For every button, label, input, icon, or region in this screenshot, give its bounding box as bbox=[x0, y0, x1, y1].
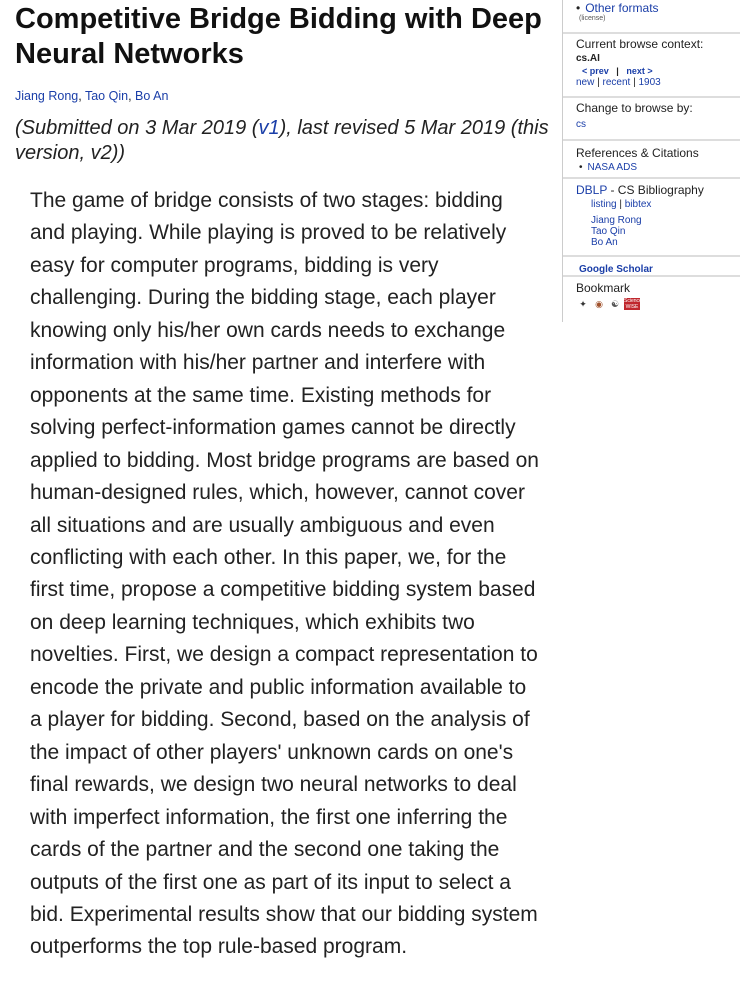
formats-section bbox=[563, 0, 740, 34]
scholar-section bbox=[563, 257, 740, 277]
mendeley-icon[interactable]: ◉ bbox=[595, 299, 603, 309]
paper-title: Competitive Bridge Bidding with Deep Neural Networks bbox=[15, 3, 542, 70]
dblp-author-1[interactable]: Jiang Rong bbox=[591, 215, 642, 226]
dblp-label: - CS Bibliography bbox=[607, 183, 704, 197]
bookmark-icons bbox=[576, 298, 740, 310]
references-label: References & Citations bbox=[576, 146, 699, 160]
nasa-ads-link[interactable]: NASA ADS bbox=[587, 162, 637, 173]
bibsonomy-icon[interactable]: ✦ bbox=[579, 299, 587, 309]
dateline-suffix: ), last revised 5 Mar 2019 (this version, v2)) bbox=[15, 117, 549, 164]
browse-context-label: Current browse context: bbox=[576, 37, 704, 51]
other-formats-link[interactable]: Other formats bbox=[585, 1, 659, 15]
dblp-listing-link[interactable]: listing bbox=[591, 199, 617, 210]
bookmark-label: Bookmark bbox=[576, 281, 631, 295]
dblp-author-2[interactable]: Tao Qin bbox=[591, 226, 626, 237]
sciencewise-icon[interactable]: Science WISE bbox=[624, 298, 642, 310]
dblp-section: DBLP - CS Bibliography listing | bibtex Jiang Rong Tao Qin Bo An bbox=[563, 179, 740, 257]
submission-dateline bbox=[15, 116, 555, 166]
references-section bbox=[563, 141, 740, 179]
dateline-prefix: (Submitted on 3 Mar 2019 ( bbox=[15, 117, 259, 139]
prev-link[interactable]: < prev bbox=[582, 66, 609, 76]
recent-link[interactable]: recent bbox=[602, 77, 631, 88]
browse-context-value: cs.AI bbox=[576, 53, 600, 64]
license-link[interactable]: (license) bbox=[579, 15, 606, 22]
nav-separator: | bbox=[616, 66, 619, 76]
reddit-icon[interactable]: ☯ bbox=[610, 299, 620, 309]
google-scholar-link[interactable]: Google Scholar bbox=[579, 264, 653, 275]
dblp-link[interactable]: DBLP bbox=[576, 183, 608, 197]
new-link[interactable]: new bbox=[576, 77, 595, 88]
change-browse-section bbox=[563, 98, 740, 141]
author-link-3[interactable]: Bo An bbox=[135, 89, 169, 103]
author-list: Jiang Rong, Tao Qin, Bo An bbox=[15, 89, 169, 103]
dblp-author-3[interactable]: Bo An bbox=[591, 237, 618, 248]
sidebar bbox=[562, 0, 740, 322]
author-link-1[interactable]: Jiang Rong bbox=[15, 89, 79, 103]
cs-browse-link[interactable]: cs bbox=[576, 119, 586, 130]
version-v1-link[interactable]: v1 bbox=[258, 117, 280, 139]
browse-context-section: Current browse context: cs.AI < prev | next > new | recent | 1903 bbox=[563, 34, 740, 98]
abstract-text: The game of bridge consists of two stages: bidding and playing. While playing is proved to be relatively easy for computer programs, bidding is very challenging. During the bidding stage, each player knowing only his/her own cards needs to exchange information with his/her partner and interfere with opponents at the same time. Existing methods for solving perfect-information games cannot be directly applied to bidding. Most bridge programs are based on human-designed rules, which, however, cannot cover all situations and are usually ambiguous and even conflicting with each other. In this paper, we, for the first time, propose a competitive bidding system based on deep learning techniques, which exhibits two novelties. First, we design a compact representation to encode the private and public information available to a player for bidding. Second, based on the analysis of the impact of other players' unknown cards on one's final rewards, we design two neural networks to deal with imperfect information, the first one inferring the cards of the partner and the second one taking the outputs of the first one as part of its input to select a bid. Experimental results show that our bidding system outperforms the top rule-based program. bbox=[30, 189, 539, 959]
next-link[interactable]: next > bbox=[626, 66, 653, 76]
month-link[interactable]: 1903 bbox=[638, 77, 661, 88]
author-link-2[interactable]: Tao Qin bbox=[84, 89, 129, 103]
dblp-bibtex-link[interactable]: bibtex bbox=[624, 199, 652, 210]
bookmark-section bbox=[563, 277, 740, 322]
change-browse-label: Change to browse by: bbox=[576, 101, 693, 115]
